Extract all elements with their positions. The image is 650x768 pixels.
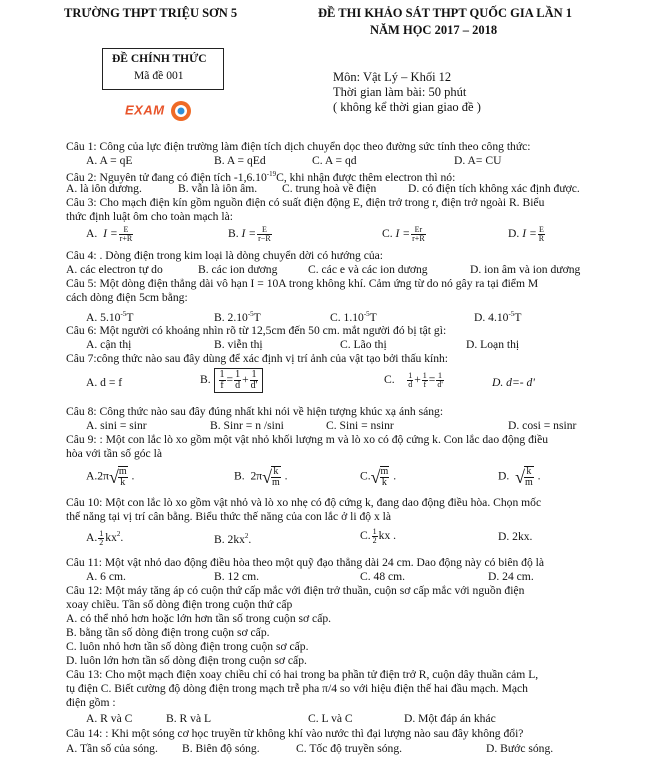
q9-line1: Câu 9: : Một con lắc lò xo gồm một vật nhỏ khối lượng m và lò xo có độ cứng k. Con lắc dao động điều <box>66 433 549 446</box>
exam-time: Thời gian làm bài: 50 phút <box>333 85 467 99</box>
q4-option-b: B. các ion dương <box>198 263 278 276</box>
q13-line3: điện gồm : <box>66 696 116 709</box>
q4-option-c: C. các e và các ion dương <box>308 263 428 276</box>
q12-option-a: A. có thể nhỏ hơn hoặc lớn hơn tần số trong cuộn sơ cấp. <box>66 612 332 625</box>
q5-option-a: A. $5.10^{-5}T$ <box>86 310 134 324</box>
q13-option-a: A. R và C <box>86 712 133 725</box>
q7-option-a: A. d = f <box>86 376 123 389</box>
q4-option-a: A. các electron tự do <box>66 263 163 276</box>
q8-option-b: B. Sinr = n /sini <box>210 419 284 432</box>
q7-option-d: D. d=- d' <box>492 376 535 389</box>
q13-line1: Câu 13: Cho một mạch điện xoay chiều chỉ có hai trong ba phần tử điện trở R, cuộn dây thuần cảm L, <box>66 668 539 681</box>
q11-option-c: C. 48 cm. <box>360 570 406 583</box>
q5-line2: cách dòng điện 5cm bằng: <box>66 291 188 304</box>
q10-option-d: D. 2kx. <box>498 530 533 543</box>
q10-option-c: C. $\frac{1}{2}$ kx . <box>360 527 397 545</box>
q3-option-c: C. I = $\frac{Er}{r+R}$ <box>382 225 425 243</box>
q3-option-a: A. I = $\frac{E}{r+R}$ <box>86 225 133 243</box>
q1-text: Câu 1: Công của lực điện trường làm điện tích dịch chuyển dọc theo đường sức tính theo công thức: <box>66 140 531 153</box>
q5-option-b: B. $2.10^{-5}T$ <box>214 310 261 324</box>
q7-option-c: C. $\frac{1}{d}$ + $\frac{1}{f}$ = $\frac{1}{d'}$ <box>384 371 443 389</box>
exam-title: ĐỀ THI KHẢO SÁT THPT QUỐC GIA LẦN 1 <box>318 6 572 20</box>
q7-text: Câu 7:công thức nào sau đây dùng để xác định vị trí ảnh của vật tạo bởi thấu kính: <box>66 352 449 365</box>
q13-option-b: B. R và L <box>166 712 212 725</box>
q2-option-d: D. có điện tích không xác định được. <box>408 182 580 195</box>
q6-option-c: C. Lão thị <box>340 338 387 351</box>
q2-option-c: C. trung hoà về điện <box>282 182 377 195</box>
q3-line2: thức định luật ôm cho toàn mạch là: <box>66 210 233 223</box>
q5-option-c: C. $1.10^{-5}T$ <box>330 310 377 324</box>
q8-option-a: A. sini = sinr <box>86 419 147 432</box>
q14-option-a: A. Tần số của sóng. <box>66 742 158 755</box>
q10-option-a: A. $\frac{1}{2}$ $kx^2$. <box>86 528 124 547</box>
q6-option-b: B. viễn thị <box>214 338 263 351</box>
exam-logo <box>125 100 192 122</box>
q1-option-c: C. A = qd <box>312 154 357 167</box>
q14-option-c: C. Tốc độ truyền sóng. <box>296 742 403 755</box>
exam-logo-text: EXAM <box>125 102 165 118</box>
q12-line1: Câu 12: Một máy tăng áp có cuộn thứ cấp mắc với điện trở thuần, cuộn sơ cấp mắc với nguồn điện <box>66 584 525 597</box>
q11-option-b: B. 12 cm. <box>214 570 260 583</box>
q7-option-b: B. $\frac{1}{f}$ = $\frac{1}{d}$ + $\frac{1}{d'}$ <box>200 368 263 393</box>
q14-text: Câu 14: : Khi một sóng cơ học truyền từ không khí vào nước thì đại lượng nào sau đây không đổi? <box>66 727 524 740</box>
q12-option-b: B. bằng tần số dòng điện trong cuộn sơ cấp. <box>66 626 270 639</box>
q2-text: Câu 2: Nguyên tử đang có điện tích $-1,6.10^{-19}C$, khi nhận được thêm electron thì nó: <box>66 170 456 184</box>
q6-option-d: D. Loạn thị <box>466 338 520 351</box>
school-name: TRƯỜNG THPT TRIỆU SƠN 5 <box>64 6 238 20</box>
exam-code: Mã đề 001 <box>134 69 184 82</box>
q9-option-c: C.√ $\frac{m}{k}$ . <box>360 466 397 488</box>
school-year: NĂM HỌC 2017 – 2018 <box>370 23 498 37</box>
q9-line2: hòa với tần số góc là <box>66 447 162 460</box>
q6-option-a: A. cận thị <box>86 338 132 351</box>
q10-option-b: B. $2kx^2$. <box>214 532 252 546</box>
q11-text: Câu 11: Một vật nhỏ dao động điều hòa theo một quỹ đạo thẳng dài 24 cm. Dao động này có biên độ là <box>66 556 545 569</box>
q4-option-d: D. ion âm và ion dương <box>470 263 581 276</box>
q9-option-a: A.2π√ $\frac{m}{k}$ . <box>86 466 135 488</box>
q10-line1: Câu 10: Một con lắc lò xo gồm vật nhỏ và lò xo nhẹ có độ cứng k, đang dao động điều hòa. Chọn mốc <box>66 496 542 509</box>
q1-option-b: B. A = qEd <box>214 154 266 167</box>
q13-line2: tụ điện C. Biết cường độ dòng điện trong mạch trễ pha π/4 so với hiệu điện thế hai đầu mạch. Mạch <box>66 682 528 695</box>
q14-option-b: B. Biên độ sóng. <box>182 742 260 755</box>
q12-option-d: D. luôn lớn hơn tần số dòng điện trong cuộn sơ cấp. <box>66 654 307 667</box>
q5-line1: Câu 5: Một dòng điện thẳng dài vô hạn I = 10A trong không khí. Cảm ứng từ do nó gây ra tại điểm M <box>66 277 539 290</box>
q2-option-b: B. vẫn là iôn âm. <box>178 182 258 195</box>
q2-option-a: A. là iôn dương. <box>66 182 142 195</box>
q7-boxed-formula: $\frac{1}{f}$ = $\frac{1}{d}$ + $\frac{1}{d'}$ <box>214 368 264 393</box>
q13-option-c: C. L và C <box>308 712 353 725</box>
q4-text: Câu 4: . Dòng điện trong kim loại là dòng chuyển dời có hướng của: <box>66 249 384 262</box>
q8-text: Câu 8: Công thức nào sau đây đúng nhất khi nói về hiện tượng khúc xạ ánh sáng: <box>66 405 444 418</box>
q8-option-d: D. cosi = nsinr <box>508 419 577 432</box>
q9-option-d: D. √ $\frac{k}{m}$ . <box>498 466 541 488</box>
q13-option-d: D. Một đáp án khác <box>404 712 496 725</box>
q5-option-d: D. $4.10^{-5}T$ <box>474 310 522 324</box>
q12-line2: xoay chiều. Tần số dòng điện trong cuộn thứ cấp <box>66 598 293 611</box>
subject: Môn: Vật Lý – Khối 12 <box>333 70 452 84</box>
q11-option-a: A. 6 cm. <box>86 570 126 583</box>
q9-option-b: B. 2π√ $\frac{k}{m}$ . <box>234 466 288 488</box>
logo-badge-icon <box>170 100 192 122</box>
q10-line2: thế năng tại vị trí cân bằng. Biểu thức thế năng của con lắc ở li độ x là <box>66 510 392 523</box>
q3-line1: Câu 3: Cho mạch điện kín gồm nguồn điện có suất điện động E, điện trở trong r, điện trở ngoài R. Biểu <box>66 196 545 209</box>
q3-option-b: B. I = $\frac{E}{r-R}$ <box>228 225 271 243</box>
q1-option-a: A. A = qE <box>86 154 133 167</box>
q6-text: Câu 6: Một người có khoảng nhìn rõ từ 12,5cm đến 50 cm. mắt người đó bị tật gì: <box>66 324 447 337</box>
q3-option-d: D. I = $\frac{E}{R}$ <box>508 225 545 243</box>
q12-option-c: C. luôn nhỏ hơn tần số dòng điện trong cuộn sơ cấp. <box>66 640 309 653</box>
q11-option-d: D. 24 cm. <box>488 570 534 583</box>
official-label: ĐỀ CHÍNH THỨC <box>112 53 207 65</box>
q1-option-d: D. A= CU <box>454 154 502 167</box>
exam-time-note: ( không kể thời gian giao đề ) <box>333 100 481 114</box>
q14-option-d: D. Bước sóng. <box>486 742 554 755</box>
q8-option-c: C. Sini = nsinr <box>326 419 394 432</box>
